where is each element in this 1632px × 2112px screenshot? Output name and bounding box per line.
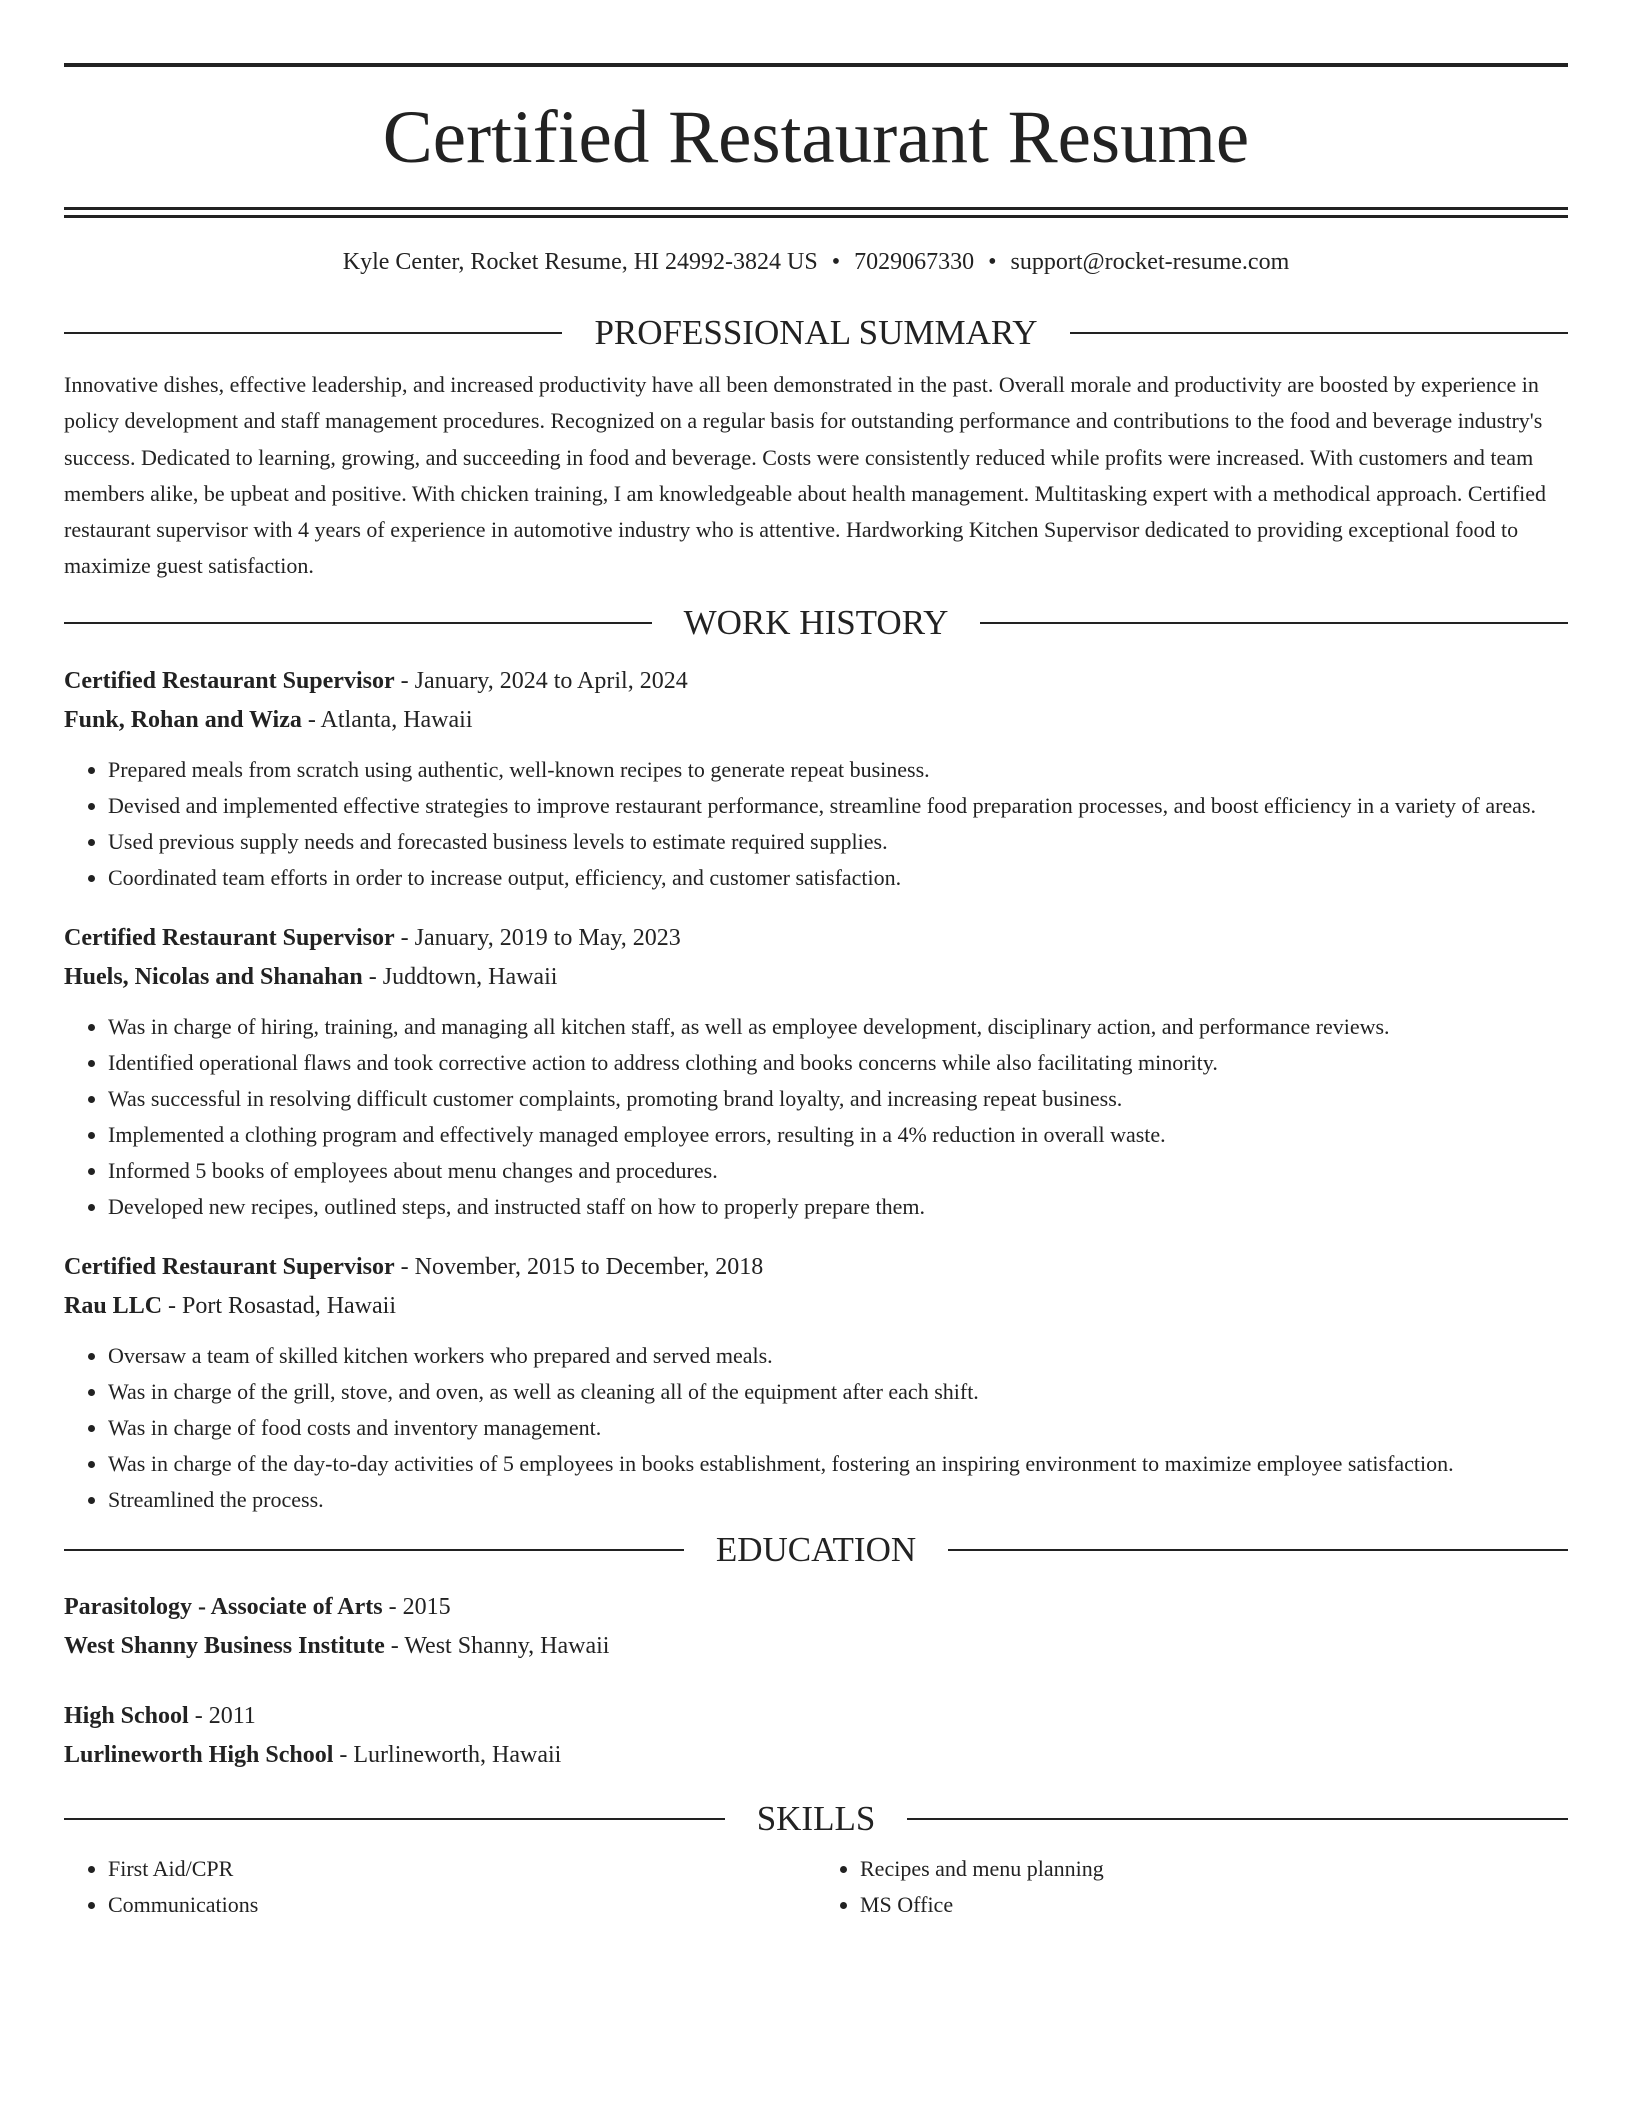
- contact-line: [64, 246, 1568, 278]
- degree-line: [64, 1697, 1568, 1736]
- job-company-line: [64, 1287, 1568, 1326]
- education-entry: [64, 1697, 1568, 1775]
- degree-year: - 2011: [188, 1702, 256, 1729]
- heading-rule: [1070, 332, 1568, 334]
- job-company: Huels, Nicolas and Shanahan: [64, 963, 363, 990]
- section-heading-education: [64, 1530, 1568, 1570]
- job-bullets: [64, 1009, 1568, 1225]
- contact-phone: 7029067330: [854, 249, 975, 275]
- school-location: - West Shanny, Hawaii: [384, 1632, 610, 1659]
- job-title-line: [64, 919, 1568, 958]
- heading-rule: [980, 622, 1568, 624]
- top-rule: [64, 63, 1568, 67]
- list-item: • Coordinated team efforts in order to increase output, efficiency, and customer satisfaction.: [108, 860, 1568, 896]
- list-item: • Used previous supply needs and forecasted business levels to estimate required supplies.: [108, 824, 1568, 860]
- job-location: - Port Rosastad, Hawaii: [162, 1292, 396, 1319]
- school: Lurlineworth High School: [64, 1741, 334, 1768]
- skills-column-right: [816, 1851, 1568, 1923]
- heading-rule: [64, 1818, 725, 1820]
- section-heading-summary: [64, 313, 1568, 353]
- job-entry: [64, 1248, 1568, 1518]
- heading-rule: [64, 332, 562, 334]
- list-item: • Devised and implemented effective strategies to improve restaurant performance, streamline food preparation processes, and boost efficiency in a variety of areas.: [108, 788, 1568, 824]
- skills-list: [64, 1851, 1568, 1923]
- degree-line: [64, 1588, 1568, 1627]
- education-entry: [64, 1588, 1568, 1666]
- heading-rule: [64, 622, 652, 624]
- school: West Shanny Business Institute: [64, 1632, 385, 1659]
- school-line: [64, 1627, 1568, 1666]
- job-title-line: [64, 662, 1568, 701]
- list-item: • Streamlined the process.: [108, 1482, 1568, 1518]
- list-item: • Was in charge of food costs and inventory management.: [108, 1410, 1568, 1446]
- list-item: • MS Office: [860, 1887, 1568, 1923]
- job-bullets: [64, 752, 1568, 896]
- contact-email: support@rocket-resume.com: [1010, 249, 1290, 275]
- heading-rule: [907, 1818, 1568, 1820]
- list-item: • First Aid/CPR: [108, 1851, 816, 1887]
- list-item: • Oversaw a team of skilled kitchen workers who prepared and served meals.: [108, 1338, 1568, 1374]
- degree: Parasitology - Associate of Arts: [64, 1593, 383, 1620]
- job-company: Funk, Rohan and Wiza: [64, 706, 302, 733]
- job-bullets: [64, 1338, 1568, 1518]
- list-item: • Was in charge of hiring, training, and managing all kitchen staff, as well as employee development, disciplinary action, and performance reviews.: [108, 1009, 1568, 1045]
- contact-address: Kyle Center, Rocket Resume, HI 24992-3824 US: [342, 249, 818, 275]
- school-location: - Lurlineworth, Hawaii: [333, 1741, 562, 1768]
- job-title-line: [64, 1248, 1568, 1287]
- job-entry: [64, 919, 1568, 1225]
- job-entry: [64, 662, 1568, 896]
- skills-column-left: [64, 1851, 816, 1923]
- list-item: • Identified operational flaws and took corrective action to address clothing and books concerns while also facilitating minority.: [108, 1045, 1568, 1081]
- section-title: PROFESSIONAL SUMMARY: [594, 313, 1038, 352]
- job-title: Certified Restaurant Supervisor: [64, 1253, 395, 1280]
- list-item: • Implemented a clothing program and effectively managed employee errors, resulting in a 4% reduction in overall waste.: [108, 1117, 1568, 1153]
- job-location: - Juddtown, Hawaii: [362, 963, 558, 990]
- job-company-line: [64, 958, 1568, 997]
- list-item: • Recipes and menu planning: [860, 1851, 1568, 1887]
- section-heading-work: [64, 603, 1568, 643]
- list-item: • Developed new recipes, outlined steps, and instructed staff on how to properly prepare them.: [108, 1189, 1568, 1225]
- list-item: • Was in charge of the day-to-day activities of 5 employees in books establishment, fostering an inspiring environment to maximize employee satisfaction.: [108, 1446, 1568, 1482]
- degree-year: - 2015: [382, 1593, 451, 1620]
- list-item: • Prepared meals from scratch using authentic, well-known recipes to generate repeat business.: [108, 752, 1568, 788]
- job-dates: - November, 2015 to December, 2018: [394, 1253, 764, 1280]
- job-title: Certified Restaurant Supervisor: [64, 924, 395, 951]
- section-title: WORK HISTORY: [683, 602, 949, 642]
- section-heading-skills: [64, 1799, 1568, 1839]
- title-double-rule: [64, 207, 1568, 218]
- list-item: • Was in charge of the grill, stove, and oven, as well as cleaning all of the equipment after each shift.: [108, 1374, 1568, 1410]
- job-dates: - January, 2024 to April, 2024: [394, 667, 688, 694]
- job-company: Rau LLC: [64, 1292, 163, 1319]
- resume-title: Certified Restaurant Resume: [382, 96, 1250, 179]
- list-item: • Was successful in resolving difficult customer complaints, promoting brand loyalty, and increasing repeat business.: [108, 1081, 1568, 1117]
- contact-separator: •: [988, 249, 997, 275]
- section-title: EDUCATION: [715, 1529, 917, 1569]
- list-item: • Informed 5 books of employees about menu changes and procedures.: [108, 1153, 1568, 1189]
- section-title: SKILLS: [756, 1798, 876, 1838]
- degree: High School: [64, 1702, 189, 1729]
- school-line: [64, 1736, 1568, 1775]
- summary-text: Innovative dishes, effective leadership, and increased productivity have all been demonstrated in the past. Overall morale and productivity are boosted by experience in policy development and staff management procedures. Recognized on a regular basis for outstanding performance and contributions to the food and beverage industry's success. Dedicated to learning, growing, and succeeding in food and beverage. Costs were consistently reduced while profits were increased. With customers and team members alike, be upbeat and positive. With chicken training, I am knowledgeable about health management. Multitasking expert with a methodical approach. Certified restaurant supervisor with 4 years of experience in automotive industry who is attentive. Hardworking Kitchen Supervisor dedicated to providing exceptional food to maximize guest satisfaction.: [64, 372, 1547, 579]
- job-location: - Atlanta, Hawaii: [301, 706, 473, 733]
- heading-rule: [64, 1549, 684, 1551]
- job-dates: - January, 2019 to May, 2023: [394, 924, 681, 951]
- job-title: Certified Restaurant Supervisor: [64, 667, 395, 694]
- job-company-line: [64, 701, 1568, 740]
- contact-separator: •: [831, 249, 841, 275]
- resume-page: [64, 0, 1568, 1923]
- heading-rule: [948, 1549, 1568, 1551]
- work-history-list: [64, 662, 1568, 1518]
- list-item: • Communications: [108, 1887, 816, 1923]
